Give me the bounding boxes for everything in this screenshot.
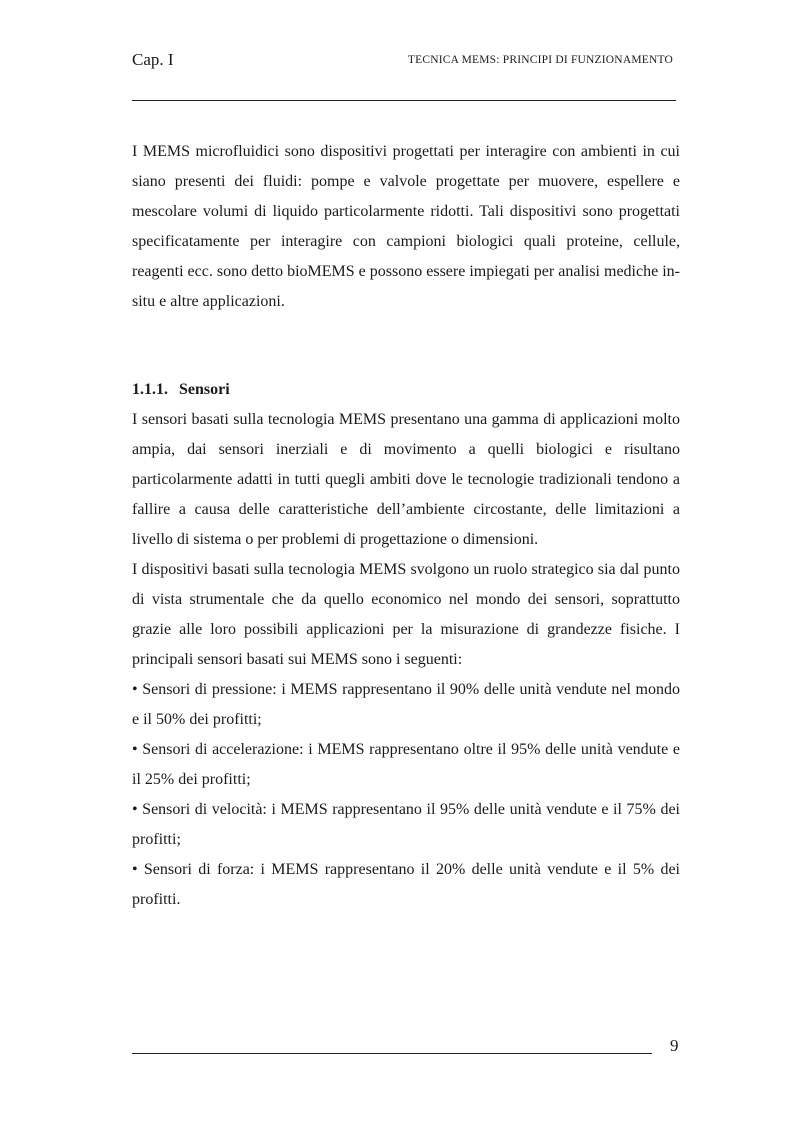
header-rule: [132, 100, 676, 101]
intro-paragraph: I MEMS microfluidici sono dispositivi progettati per interagire con ambienti in cui siano presenti dei fluidi: pompe e valvole progettate per muovere, espellere e mescolare volumi di liquido particolarmente ridotti. Tali dispositivi sono progettati specificatamente per interagire con campioni biologici quali proteine, cellule, reagenti ecc. sono detto bioMEMS e possono essere impiegati per analisi mediche in-situ e altre applicazioni.: [132, 143, 680, 310]
intro-block: [132, 137, 680, 317]
body-paragraph: I dispositivi basati sulla tecnologia MEMS svolgono un ruolo strategico sia dal punto di vista strumentale che da quello economico nel mondo dei sensori, soprattutto grazie alle loro possibili applicazioni per la misurazione di grandezze fisiche. I principali sensori basati sui MEMS sono i seguenti:: [132, 561, 680, 668]
section-number: 1.1.1.: [132, 381, 168, 398]
bullet-item: • Sensori di accelerazione: i MEMS rappresentano oltre il 95% delle unità vendute e il 25% dei profitti;: [132, 741, 680, 788]
chapter-label: Cap. I: [132, 50, 174, 69]
section-title: Sensori: [179, 381, 230, 398]
bullet-item: • Sensori di pressione: i MEMS rappresentano il 90% delle unità vendute nel mondo e il 50% dei profitti;: [132, 681, 680, 728]
section-body: [132, 405, 680, 915]
footer-rule: [132, 1053, 652, 1054]
body-paragraph: I sensori basati sulla tecnologia MEMS presentano una gamma di applicazioni molto ampia, dai sensori inerziali e di movimento a quelli biologici e risultano particolarmente adatti in tutti quegli ambiti dove le tecnologie tradizionali tendono a fallire a causa delle caratteristiche dell’ambiente circostante, delle limitazioni a livello di sistema o per problemi di progettazione o dimensioni.: [132, 411, 680, 548]
chapter-title: TECNICA MEMS: PRINCIPI DI FUNZIONAMENTO: [407, 54, 673, 66]
bullet-item: • Sensori di forza: i MEMS rappresentano il 20% delle unità vendute e il 5% dei profitti.: [132, 861, 680, 908]
section-heading: [132, 375, 230, 405]
bullet-item: • Sensori di velocità: i MEMS rappresentano il 95% delle unità vendute e il 75% dei profitti;: [132, 801, 680, 848]
page-number: 9: [670, 1036, 679, 1055]
